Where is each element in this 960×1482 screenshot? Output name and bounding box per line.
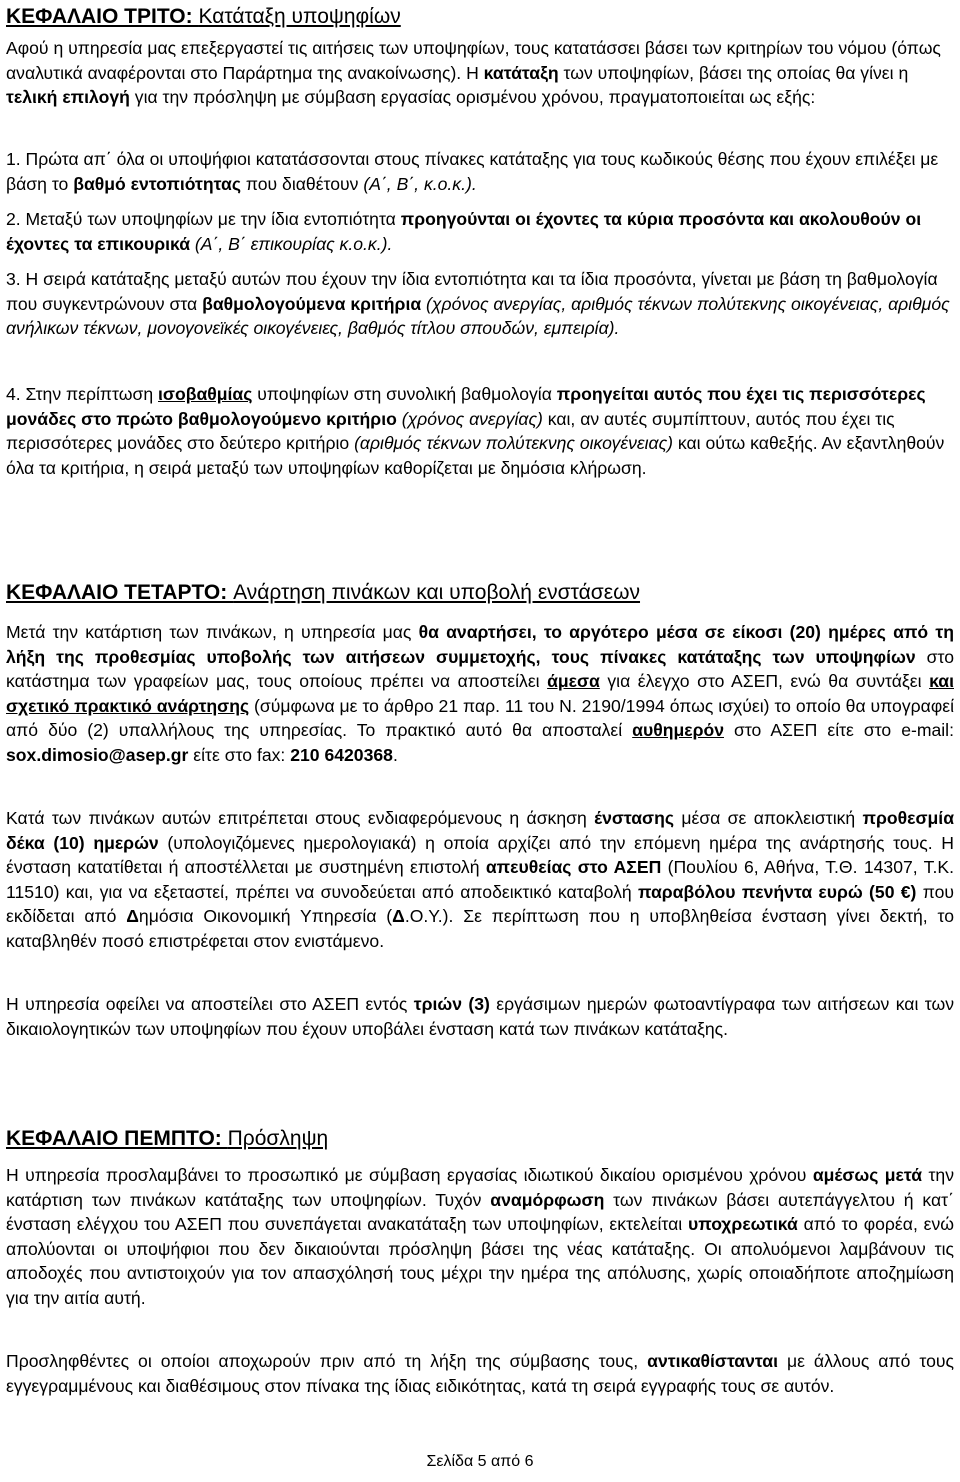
text: την κατάρτιση των πινάκων κατάταξης των υποψηφίων. Τυχόν bbox=[6, 1165, 954, 1210]
chapter-4-paragraph-2 bbox=[6, 806, 954, 954]
text: . bbox=[392, 744, 398, 765]
text: (σύμφωνα με το άρθρο 21 παρ. 11 του Ν. 2190/1994 όπως ισχύει) το οποίο θα υπογραφεί από δύο (2) υπαλλήλους της υπηρεσίας. Το πρακτικό αυτό θα αποσταλεί bbox=[6, 695, 954, 741]
bold-text: προηγείται αυτός που έχει τις περισσότερες μονάδες στο πρώτο βαθμολογούμενο κριτήριο bbox=[6, 384, 926, 429]
text: που εκδίδεται από bbox=[6, 881, 955, 927]
text: με άλλους από τους εγγεγραμμένους και διαθέσιμους στον πίνακα της ίδιας ειδικότητας, κατά τη σειρά εγγραφής τους σε αυτόν. bbox=[6, 1351, 954, 1396]
text: που διαθέτουν bbox=[240, 173, 364, 194]
text: Αφού η υπηρεσία μας επεξεργαστεί τις αιτήσεις των υποψηφίων, τους κατατάσσει βάσει των κριτηρίων του νόμου (όπως αναλυτικά αναφέρονται στο Παράρτημα της ανακοίνωσης). Η bbox=[6, 38, 941, 83]
text: (υπολογιζόμενες ημερολογιακά) η οποία αρχίζει από την επόμενη ημέρα της ανάρτησής τους. Η ένσταση κατατίθεται ή αποστέλλεται με συστημένη επιστολή bbox=[6, 832, 954, 878]
bold-text: προθεσμία δέκα (10) ημερών bbox=[6, 808, 955, 853]
text: και ούτω καθεξής. Αν εξαντληθούν όλα τα κριτήρια, η σειρά μεταξύ των υποψηφίων καθορίζεται με δημόσια κλήρωση. bbox=[6, 433, 945, 478]
ranking-rule-1 bbox=[6, 147, 954, 196]
ranking-rule-3 bbox=[6, 267, 954, 341]
bold-text: προηγούνται οι έχοντες τα κύρια προσόντα και ακολουθούν οι έχοντες τα επικουρικά bbox=[6, 209, 922, 254]
italic-text: (αριθμός τέκνων πολύτεκνης οικογένειας) bbox=[354, 433, 674, 454]
fax-number: 210 6420368 bbox=[290, 744, 393, 765]
italic-text: (χρόνος ανεργίας, αριθμός τέκνων πολύτεκνης οικογένειας, αριθμός ανήλικων τέκνων, μονογονεϊκές οικογένειες, βαθμός τίτλου σπουδών, εμπειρία). bbox=[6, 293, 950, 339]
bold-text: τριών (3) bbox=[413, 994, 490, 1014]
text: 4. Στην περίπτωση bbox=[6, 384, 159, 404]
italic-text: (χρόνος ανεργίας) bbox=[396, 408, 543, 429]
bold-text: Δ bbox=[126, 906, 139, 927]
text: εργάσιμων ημερών φωτοαντίγραφα των αιτήσεων και των δικαιολογητικών των υποψηφίων που έχουν υποβάλει ένσταση κατά των πινάκων κατάταξης. bbox=[6, 994, 954, 1039]
chapter-4-heading bbox=[6, 580, 640, 606]
chapter-4-heading-prefix: ΚΕΦΑΛΑΙΟ ΤΕΤΑΡΤΟ: bbox=[6, 581, 234, 604]
text: από το φορέα, ενώ απολύονται οι υποψήφιοι που δεν δικαιούνται πρόσληψη βάσει της νέας κατάταξης. Οι απολυόμενοι λαμβάνουν τις αποδοχές που αντιστοιχούν για τον απασχόλησή τους μέχρι την ημέρα της απόλυσης, χωρίς οποιαδήποτε αποζημίωση για την αιτία αυτή. bbox=[6, 1214, 954, 1308]
chapter-4-paragraph-1 bbox=[6, 620, 954, 768]
bold-text: αντικαθίστανται bbox=[647, 1351, 778, 1371]
bold-text: ένστασης bbox=[594, 808, 674, 828]
bold-text: θα αναρτήσει, το αργότερο μέσα σε είκοσι (20) ημέρες από τη λήξη της προθεσμίας υποβολής των αιτήσεων συμμετοχής, τους πίνακες κατάταξης των υποψηφίων bbox=[6, 622, 954, 667]
bold-text: απευθείας στο ΑΣΕΠ bbox=[485, 857, 662, 878]
text: Η υπηρεσία προσλαμβάνει το προσωπικό με σύμβαση εργασίας ιδιωτικού δικαίου ορισμένου χρόνου bbox=[6, 1165, 813, 1185]
bold-text: κατάταξη bbox=[483, 62, 559, 83]
page-number-footer: Σελίδα 5 από 6 bbox=[426, 1453, 534, 1470]
bold-text: αμέσως μετά bbox=[812, 1165, 923, 1185]
bold-text: Δ bbox=[392, 906, 405, 927]
text: για την πρόσληψη με σύμβαση εργασίας ορισμένου χρόνου, πραγματοποιείται ως εξής: bbox=[129, 87, 816, 108]
bold-underlined-text: αυθημερόν bbox=[632, 720, 724, 741]
ranking-rule-4 bbox=[6, 382, 954, 480]
text: Η υπηρεσία οφείλει να αποστείλει στο ΑΣΕΠ εντός bbox=[6, 994, 414, 1014]
chapter-5-heading-prefix: ΚΕΦΑΛΑΙΟ ΠΕΜΠΤΟ: bbox=[6, 1127, 228, 1150]
text: μέσα σε αποκλειστική bbox=[674, 808, 863, 828]
text: Μετά την κατάρτιση των πινάκων, η υπηρεσία μας bbox=[6, 622, 419, 642]
chapter-5-heading bbox=[6, 1126, 328, 1152]
chapter-3-heading-prefix: ΚΕΦΑΛΑΙΟ ΤΡΙΤΟ: bbox=[6, 5, 199, 28]
chapter-5-paragraph-2 bbox=[6, 1349, 954, 1398]
italic-text: (Α΄, Β΄, κ.ο.κ.). bbox=[363, 173, 477, 194]
bold-text: αναμόρφωση bbox=[490, 1189, 605, 1210]
bold-text: βαθμό εντοπιότητας bbox=[73, 173, 241, 194]
ranking-rule-2 bbox=[6, 207, 954, 256]
text: 3. Η σειρά κατάταξης μεταξύ αυτών που έχουν την ίδια εντοπιότητα και τα ίδια προσόντα, γίνεται με βάση τη βαθμολογία που συγκεντρώνουν στα bbox=[6, 269, 938, 314]
text: των πινάκων βάσει αυτεπάγγελτου ή κατ΄ ένσταση ελέγχου του ΑΣΕΠ που συνεπάγεται ανακατάταξη των υποψηφίων, εκτελείται bbox=[6, 1189, 954, 1235]
text: στο κατάστημα των γραφείων μας, τους οποίους πρέπει να αποστείλει bbox=[6, 646, 954, 692]
text: των υποψηφίων, βάσει της οποίας θα γίνει η bbox=[558, 62, 909, 83]
text: .Ο.Υ.). Σε περίπτωση που η υποβληθείσα ένσταση γίνει δεκτή, το καταβληθέν ποσό επιστρέφεται στον ενιστάμενο. bbox=[6, 906, 954, 951]
bold-text: παραβόλου πενήντα ευρώ (50 €) bbox=[638, 881, 917, 902]
bold-underlined-text: ισοβαθμίας bbox=[158, 384, 253, 404]
chapter-3-heading bbox=[6, 4, 401, 30]
bold-text: βαθμολογούμενα κριτήρια bbox=[202, 293, 422, 314]
chapter-3-heading-title: Κατάταξη υποψηφίων bbox=[198, 5, 401, 28]
chapter-5-heading-title: Πρόσληψη bbox=[227, 1127, 329, 1150]
bold-text: υποχρεωτικά bbox=[687, 1214, 798, 1235]
bold-text: τελική επιλογή bbox=[6, 87, 130, 108]
bold-underlined-text: άμεσα bbox=[547, 671, 600, 692]
text: Προσληφθέντες οι οποίοι αποχωρούν πριν από τη λήξη της σύμβασης τους, bbox=[6, 1351, 648, 1371]
text: στο ΑΣΕΠ είτε στο e-mail: bbox=[724, 720, 954, 741]
text: για έλεγχο στο ΑΣΕΠ, ενώ θα συντάξει bbox=[599, 671, 930, 692]
text: Κατά των πινάκων αυτών επιτρέπεται στους ενδιαφερόμενους η άσκηση bbox=[6, 808, 595, 828]
text: υποψηφίων στη συνολική βαθμολογία bbox=[252, 384, 557, 404]
chapter-4-paragraph-3 bbox=[6, 992, 954, 1041]
chapter-3-intro-paragraph bbox=[6, 36, 954, 110]
text: και, αν αυτές συμπίπτουν, αυτός που έχει τις περισσότερες μονάδες στο δεύτερο κριτήριο bbox=[6, 408, 895, 454]
text: (Πουλίου 6, Αθήνα, Τ.Θ. 14307, Τ.Κ. 11510) και, για να εξεταστεί, πρέπει να συνοδεύεται από αποδεικτικό καταβολή bbox=[6, 857, 954, 902]
text: ημόσια Οικονομική Υπηρεσία ( bbox=[138, 906, 393, 927]
text: 1. Πρώτα απ΄ όλα οι υποψήφιοι κατατάσσονται στους πίνακες κατάταξης για τους κωδικούς θέσης που έχουν επιλέξει με βάση το bbox=[6, 149, 939, 194]
bold-underlined-text: και σχετικό πρακτικό ανάρτησης bbox=[6, 671, 954, 716]
chapter-5-paragraph-1 bbox=[6, 1163, 954, 1311]
italic-text: (Α΄, Β΄ επικουρίας κ.ο.κ.). bbox=[190, 233, 393, 254]
email-address: sox.dimosio@asep.gr bbox=[6, 744, 189, 765]
chapter-4-heading-title: Ανάρτηση πινάκων και υποβολή ενστάσεων bbox=[233, 581, 641, 604]
text: 2. Μεταξύ των υποψηφίων με την ίδια εντοπιότητα bbox=[6, 209, 401, 229]
text: είτε στο fax: bbox=[188, 744, 291, 765]
